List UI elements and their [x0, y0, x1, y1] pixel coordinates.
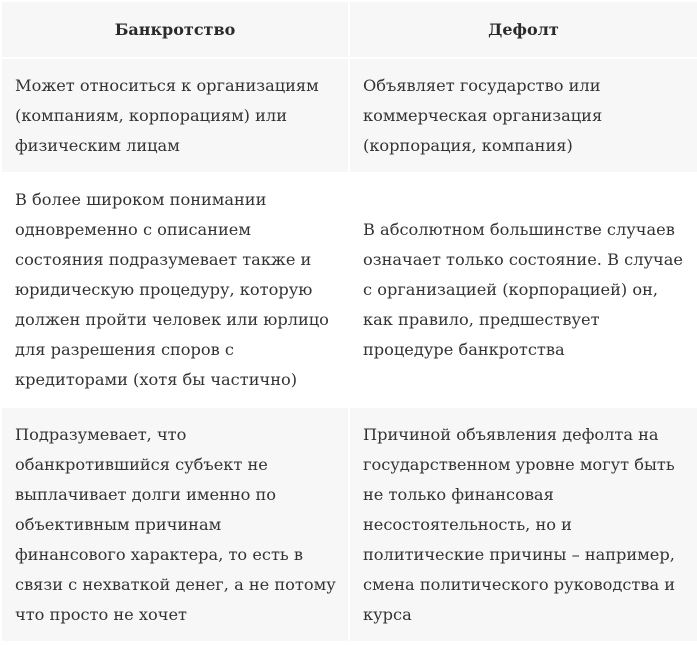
cell-default: Причиной объявления дефолта на государственном уровне могут быть не только финансовая несостоятельность, но и политические причины – например, смена политического руководства и курса: [350, 408, 697, 641]
cell-bankruptcy: В более широком понимании одновременно с описанием состояния подразумевает также и юридическую процедуру, которую должен пройти человек или юрлицо для разрешения споров с кредиторами (хотя бы частично): [2, 174, 348, 406]
cell-bankruptcy: Подразумевает, что обанкротившийся субъект не выплачивает долги именно по объективным причинам финансового характера, то есть в связи с нехваткой денег, а не потому что просто не хочет: [2, 408, 348, 641]
header-default: Дефолт: [350, 2, 697, 57]
header-bankruptcy: Банкротство: [2, 2, 348, 57]
cell-default: В абсолютном большинстве случаев означает только состояние. В случае с организацией (корпорацией) он, как правило, предшествует процедуре банкротства: [350, 174, 697, 406]
cell-bankruptcy: Может относиться к организациям (компаниям, корпорациям) или физическим лицам: [2, 59, 348, 172]
header-row: [2, 2, 697, 57]
table-header: [2, 2, 697, 57]
table-row: [2, 59, 697, 172]
table-row: [2, 174, 697, 406]
cell-default: Объявляет государство или коммерческая организация (корпорация, компания): [350, 59, 697, 172]
table-body: [2, 59, 697, 641]
table-row: [2, 408, 697, 641]
